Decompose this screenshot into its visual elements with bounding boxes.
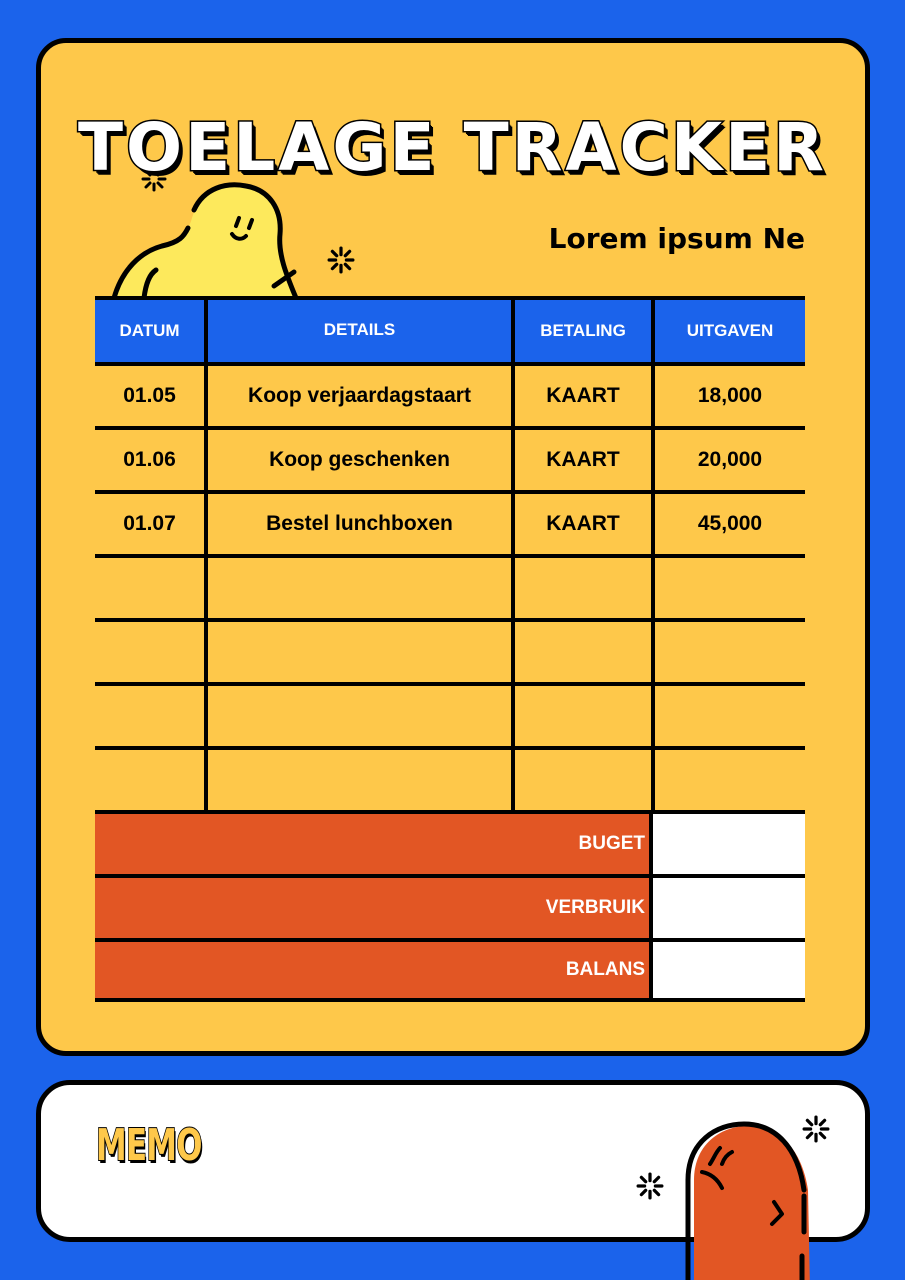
- cell-betaling[interactable]: [513, 684, 653, 748]
- cell-datum[interactable]: 01.05: [95, 364, 206, 428]
- summary-label: BUGET: [95, 814, 653, 874]
- cell-betaling[interactable]: [513, 556, 653, 620]
- cell-details[interactable]: Koop geschenken: [206, 428, 513, 492]
- cell-uitgaven[interactable]: [653, 684, 805, 748]
- cell-betaling[interactable]: [513, 748, 653, 812]
- summary-row-verbruik: [95, 874, 805, 938]
- cell-uitgaven[interactable]: 20,000: [653, 428, 805, 492]
- cell-betaling[interactable]: KAART: [513, 428, 653, 492]
- column-header-uitgaven: UITGAVEN: [653, 298, 805, 364]
- cell-uitgaven[interactable]: [653, 620, 805, 684]
- summary-label: BALANS: [95, 942, 653, 998]
- cell-uitgaven[interactable]: 45,000: [653, 492, 805, 556]
- table-row-empty: [95, 620, 805, 684]
- cell-details[interactable]: Koop verjaardagstaart: [206, 364, 513, 428]
- summary-label: VERBRUIK: [95, 878, 653, 938]
- sparkle-icon: [327, 246, 355, 274]
- cell-details[interactable]: Bestel lunchboxen: [206, 492, 513, 556]
- table-row-empty: [95, 556, 805, 620]
- table-header-row: [95, 298, 805, 364]
- cell-datum[interactable]: [95, 684, 206, 748]
- column-header-betaling: BETALING: [513, 298, 653, 364]
- page-subtitle: Lorem ipsum Ne: [548, 222, 805, 255]
- table-row: [95, 364, 805, 428]
- summary-value-balans[interactable]: [653, 942, 805, 998]
- cell-details[interactable]: [206, 620, 513, 684]
- sparkle-icon: [636, 1172, 664, 1200]
- summary-row-balans: [95, 938, 805, 1002]
- cell-details[interactable]: [206, 748, 513, 812]
- memo-label: MEMO: [96, 1120, 202, 1171]
- summary-value-verbruik[interactable]: [653, 878, 805, 938]
- table-row-empty: [95, 748, 805, 812]
- cell-datum[interactable]: 01.07: [95, 492, 206, 556]
- cell-datum[interactable]: 01.06: [95, 428, 206, 492]
- cell-datum[interactable]: [95, 748, 206, 812]
- cell-datum[interactable]: [95, 556, 206, 620]
- summary-section: [95, 810, 805, 1002]
- cell-uitgaven[interactable]: 18,000: [653, 364, 805, 428]
- table-row: [95, 492, 805, 556]
- expense-table: [95, 296, 805, 814]
- table-row: [95, 428, 805, 492]
- cell-betaling[interactable]: KAART: [513, 492, 653, 556]
- page-title: TOELAGE TRACKER: [78, 109, 827, 186]
- column-header-datum: DATUM: [95, 298, 206, 364]
- cell-details[interactable]: [206, 556, 513, 620]
- cell-details[interactable]: [206, 684, 513, 748]
- cell-datum[interactable]: [95, 620, 206, 684]
- happy-mascot-icon: [100, 170, 380, 300]
- table-row-empty: [95, 684, 805, 748]
- summary-value-budget[interactable]: [653, 814, 805, 874]
- cell-betaling[interactable]: [513, 620, 653, 684]
- summary-row-budget: [95, 810, 805, 874]
- cell-uitgaven[interactable]: [653, 748, 805, 812]
- cell-uitgaven[interactable]: [653, 556, 805, 620]
- column-header-details: DETAILS: [206, 298, 513, 364]
- cell-betaling[interactable]: KAART: [513, 364, 653, 428]
- grumpy-blob-icon: [680, 1120, 820, 1280]
